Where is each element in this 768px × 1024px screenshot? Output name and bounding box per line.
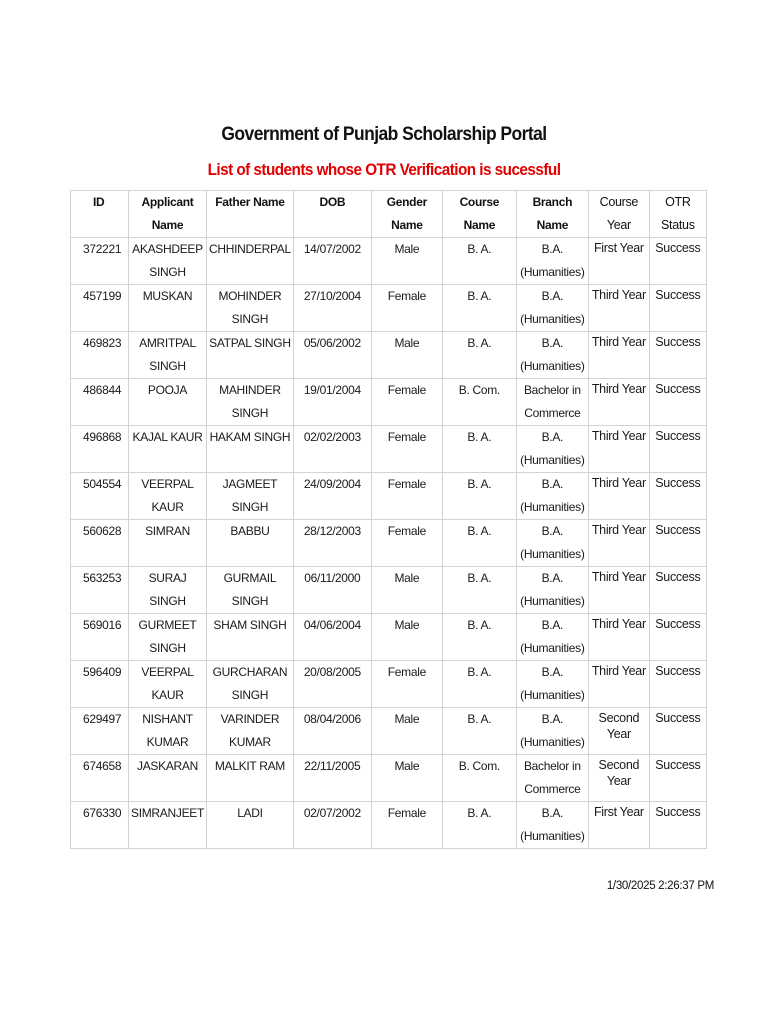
cell-id: 563253 — [71, 567, 129, 614]
cell-branch: B.A. (Humanities) — [516, 567, 588, 614]
cell-otr-status: Success — [649, 661, 706, 708]
column-header-course-year: Course Year — [588, 191, 649, 238]
cell-branch: B.A. (Humanities) — [516, 708, 588, 755]
table-row — [71, 520, 707, 567]
cell-course-year: Third Year — [588, 473, 649, 520]
cell-applicant-name: MUSKAN — [129, 285, 207, 332]
table-row — [71, 332, 707, 379]
table-row — [71, 708, 707, 755]
cell-branch: B.A. (Humanities) — [516, 238, 588, 285]
cell-course-year: First Year — [588, 238, 649, 285]
cell-course-year: First Year — [588, 802, 649, 849]
table-row — [71, 473, 707, 520]
cell-course-year: Third Year — [588, 661, 649, 708]
cell-id: 629497 — [71, 708, 129, 755]
column-header-course-name: Course Name — [442, 191, 516, 238]
cell-course: B. A. — [442, 332, 516, 379]
cell-branch: B.A. (Humanities) — [516, 520, 588, 567]
cell-course-year: Third Year — [588, 426, 649, 473]
cell-gender: Male — [371, 567, 442, 614]
cell-dob: 08/04/2006 — [293, 708, 371, 755]
cell-gender: Female — [371, 661, 442, 708]
cell-id: 569016 — [71, 614, 129, 661]
cell-father-name: GURCHARAN SINGH — [207, 661, 294, 708]
cell-otr-status: Success — [649, 426, 706, 473]
cell-id: 676330 — [71, 802, 129, 849]
cell-gender: Female — [371, 379, 442, 426]
table-row — [71, 755, 707, 802]
cell-otr-status: Success — [649, 332, 706, 379]
column-header-id: ID — [71, 191, 129, 238]
cell-applicant-name: NISHANT KUMAR — [129, 708, 207, 755]
cell-applicant-name: POOJA — [129, 379, 207, 426]
cell-father-name: MOHINDER SINGH — [207, 285, 294, 332]
cell-applicant-name: SURAJ SINGH — [129, 567, 207, 614]
cell-applicant-name: SIMRAN — [129, 520, 207, 567]
cell-applicant-name: VEERPAL KAUR — [129, 661, 207, 708]
cell-course-year: Second Year — [588, 708, 649, 755]
table-row — [71, 661, 707, 708]
cell-id: 496868 — [71, 426, 129, 473]
cell-id: 457199 — [71, 285, 129, 332]
cell-course-year: Second Year — [588, 755, 649, 802]
cell-father-name: HAKAM SINGH — [207, 426, 294, 473]
cell-course: B. A. — [442, 238, 516, 285]
cell-dob: 27/10/2004 — [293, 285, 371, 332]
cell-otr-status: Success — [649, 520, 706, 567]
cell-applicant-name: GURMEET SINGH — [129, 614, 207, 661]
cell-course-year: Third Year — [588, 379, 649, 426]
cell-course: B. A. — [442, 802, 516, 849]
cell-branch: B.A. (Humanities) — [516, 802, 588, 849]
table-row — [71, 802, 707, 849]
cell-applicant-name: VEERPAL KAUR — [129, 473, 207, 520]
cell-branch: B.A. (Humanities) — [516, 285, 588, 332]
cell-gender: Female — [371, 473, 442, 520]
cell-father-name: MALKIT RAM — [207, 755, 294, 802]
cell-course: B. A. — [442, 520, 516, 567]
cell-dob: 20/08/2005 — [293, 661, 371, 708]
cell-gender: Male — [371, 614, 442, 661]
table-row — [71, 238, 707, 285]
cell-id: 674658 — [71, 755, 129, 802]
cell-father-name: BABBU — [207, 520, 294, 567]
table-row — [71, 379, 707, 426]
cell-father-name: LADI — [207, 802, 294, 849]
column-header-dob: DOB — [293, 191, 371, 238]
cell-branch: B.A. (Humanities) — [516, 614, 588, 661]
cell-father-name: SHAM SINGH — [207, 614, 294, 661]
column-header-father-name: Father Name — [207, 191, 294, 238]
cell-branch: B.A. (Humanities) — [516, 661, 588, 708]
cell-father-name: VARINDER KUMAR — [207, 708, 294, 755]
cell-applicant-name: JASKARAN — [129, 755, 207, 802]
cell-father-name: JAGMEET SINGH — [207, 473, 294, 520]
cell-applicant-name: SIMRANJEET — [129, 802, 207, 849]
cell-dob: 28/12/2003 — [293, 520, 371, 567]
cell-id: 560628 — [71, 520, 129, 567]
cell-gender: Female — [371, 802, 442, 849]
cell-gender: Male — [371, 332, 442, 379]
print-timestamp: 1/30/2025 2:26:37 PM — [606, 880, 714, 892]
cell-dob: 02/02/2003 — [293, 426, 371, 473]
cell-course: B. A. — [442, 708, 516, 755]
cell-gender: Female — [371, 426, 442, 473]
cell-gender: Female — [371, 285, 442, 332]
cell-gender: Male — [371, 755, 442, 802]
cell-dob: 22/11/2005 — [293, 755, 371, 802]
column-header-branch-name: Branch Name — [516, 191, 588, 238]
cell-otr-status: Success — [649, 614, 706, 661]
cell-dob: 06/11/2000 — [293, 567, 371, 614]
cell-dob: 05/06/2002 — [293, 332, 371, 379]
page-subtitle: List of students whose OTR Verification is sucessful — [207, 160, 561, 179]
cell-course: B. A. — [442, 614, 516, 661]
cell-father-name: CHHINDERPAL — [207, 238, 294, 285]
column-header-gender-name: Gender Name — [371, 191, 442, 238]
cell-id: 504554 — [71, 473, 129, 520]
column-header-otr-status: OTR Status — [649, 191, 706, 238]
cell-otr-status: Success — [649, 285, 706, 332]
cell-dob: 02/07/2002 — [293, 802, 371, 849]
cell-id: 486844 — [71, 379, 129, 426]
cell-otr-status: Success — [649, 755, 706, 802]
cell-branch: Bachelor in Commerce — [516, 755, 588, 802]
students-table — [70, 190, 707, 849]
cell-gender: Female — [371, 520, 442, 567]
cell-otr-status: Success — [649, 567, 706, 614]
cell-course: B. Com. — [442, 379, 516, 426]
cell-otr-status: Success — [649, 473, 706, 520]
table-header-row — [71, 191, 707, 238]
cell-dob: 19/01/2004 — [293, 379, 371, 426]
cell-id: 469823 — [71, 332, 129, 379]
cell-course-year: Third Year — [588, 285, 649, 332]
cell-course: B. A. — [442, 426, 516, 473]
cell-course-year: Third Year — [588, 614, 649, 661]
cell-course: B. A. — [442, 473, 516, 520]
cell-otr-status: Success — [649, 708, 706, 755]
cell-branch: Bachelor in Commerce — [516, 379, 588, 426]
table-row — [71, 567, 707, 614]
cell-gender: Male — [371, 238, 442, 285]
table-row — [71, 426, 707, 473]
cell-id: 372221 — [71, 238, 129, 285]
cell-otr-status: Success — [649, 802, 706, 849]
cell-applicant-name: AKASHDEEP SINGH — [129, 238, 207, 285]
page-title: Government of Punjab Scholarship Portal — [221, 124, 547, 145]
cell-dob: 14/07/2002 — [293, 238, 371, 285]
cell-course: B. A. — [442, 567, 516, 614]
cell-dob: 04/06/2004 — [293, 614, 371, 661]
cell-applicant-name: AMRITPAL SINGH — [129, 332, 207, 379]
cell-father-name: MAHINDER SINGH — [207, 379, 294, 426]
cell-course: B. A. — [442, 285, 516, 332]
cell-dob: 24/09/2004 — [293, 473, 371, 520]
cell-otr-status: Success — [649, 238, 706, 285]
table-row — [71, 614, 707, 661]
cell-course-year: Third Year — [588, 520, 649, 567]
table-body — [71, 238, 707, 849]
cell-course: B. A. — [442, 661, 516, 708]
cell-gender: Male — [371, 708, 442, 755]
cell-otr-status: Success — [649, 379, 706, 426]
cell-branch: B.A. (Humanities) — [516, 332, 588, 379]
cell-father-name: GURMAIL SINGH — [207, 567, 294, 614]
cell-course: B. Com. — [442, 755, 516, 802]
cell-course-year: Third Year — [588, 567, 649, 614]
cell-course-year: Third Year — [588, 332, 649, 379]
column-header-applicant-name: Applicant Name — [129, 191, 207, 238]
cell-id: 596409 — [71, 661, 129, 708]
table-row — [71, 285, 707, 332]
cell-applicant-name: KAJAL KAUR — [129, 426, 207, 473]
cell-branch: B.A. (Humanities) — [516, 426, 588, 473]
cell-father-name: SATPAL SINGH — [207, 332, 294, 379]
cell-branch: B.A. (Humanities) — [516, 473, 588, 520]
